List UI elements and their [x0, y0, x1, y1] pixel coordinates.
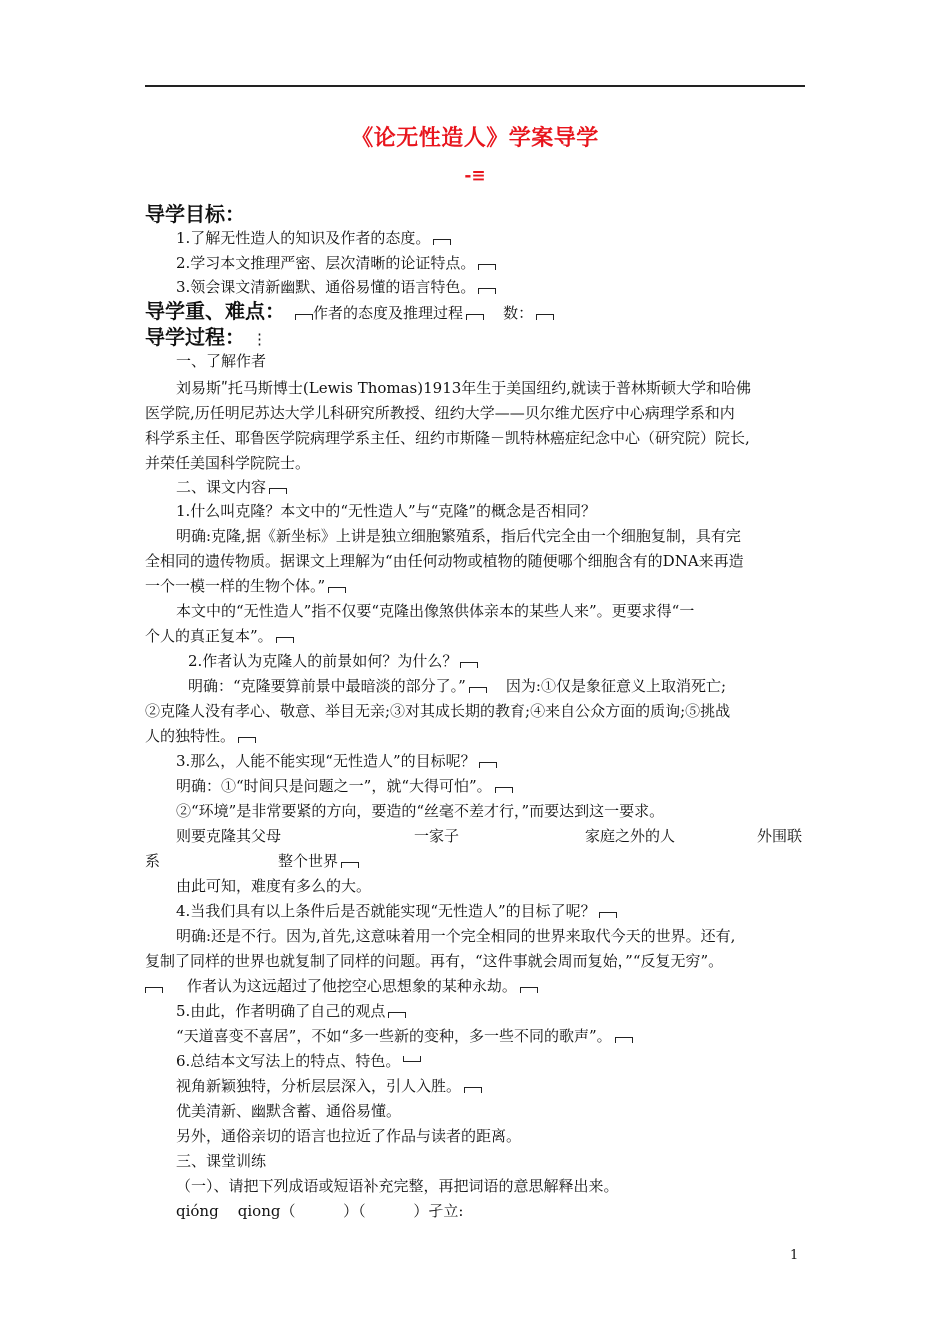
blank-mark-icon — [403, 1056, 421, 1062]
author-line-4: 并荣任美国科学院院士。 — [145, 454, 311, 472]
key-heading: 导学重、难点： — [145, 299, 285, 323]
document-title: 《论无性造人》学案导学 — [351, 126, 599, 151]
blank-mark-icon — [276, 637, 294, 643]
question-3: 3.那么，人能不能实现“无性造人”的目标呢？ — [176, 751, 497, 771]
answer-1b-line-2: 个人的真正复本”。 — [145, 626, 294, 646]
answer-4-line-3: 作者认为这远超过了他挖空心思想象的某种永劫。 — [145, 976, 538, 996]
blank-mark-icon — [479, 762, 497, 768]
key-text: 作者的态度及推理过程 — [312, 304, 463, 322]
blank-mark-icon — [478, 288, 496, 294]
blank-mark-icon — [495, 787, 513, 793]
answer-2-line-3: 人的独特性。 — [145, 726, 256, 746]
goal-1: 1.了解无性造人的知识及作者的态度。 — [176, 228, 451, 248]
key-tail: 数： — [503, 304, 534, 322]
blank-mark-icon — [295, 314, 313, 320]
answer-1b-line-1: 本文中的“无性造人”指不仅要“克隆出像煞供体亲本的某些人来”。更要求得“一 — [176, 602, 695, 620]
answer-6-line-2: 优美清新、幽默含蓄、通俗易懂。 — [176, 1102, 402, 1120]
question-2: 2.作者认为克隆人的前景如何？为什么？ — [188, 651, 478, 671]
document-subtitle: -≡ — [464, 166, 486, 186]
clone-chain-item-4-cont: 系 — [145, 852, 161, 870]
process-heading: 导学过程： — [145, 325, 245, 349]
answer-1-line-2: 全相同的遗传物质。据课文上理解为“由任何动物或植物的随便哪个细胞含有的DNA来再造 — [145, 552, 744, 570]
answer-1-line-1: 明确:克隆,据《新坐标》上讲是独立细胞繁殖系，指后代完全由一个细胞复制，具有完 — [176, 527, 741, 545]
part3-heading: 三、课堂训练 — [176, 1152, 267, 1170]
answer-6-line-3: 另外，通俗亲切的语言也拉近了作品与读者的距离。 — [176, 1127, 522, 1145]
author-line-2: 医学院,历任明尼苏达大学儿科研究所教授、纽约大学——贝尔维尤医疗中心病理学系和内 — [145, 404, 735, 422]
blank-mark-icon — [269, 488, 287, 494]
blank-mark-icon — [466, 314, 484, 320]
blank-mark-icon — [464, 1087, 482, 1093]
answer-1-line-3: 一个一模一样的生物个体。” — [145, 576, 346, 596]
answer-2-line-1: 明确：“克隆要算前景中最暗淡的部分了。” 因为:①仅是象征意义上取消死亡; — [188, 677, 727, 695]
question-6: 6.总结本文写法上的特点、特色。 — [176, 1051, 421, 1071]
question-1: 1.什么叫克隆？本文中的“无性造人”与“克隆”的概念是否相同？ — [176, 502, 596, 520]
clone-chain-item-5: 整个世界 — [278, 851, 359, 871]
answer-3-line-2: ②“环境”是非常要紧的方向，要造的“丝毫不差才行，”而要达到这一要求。 — [176, 802, 665, 820]
key-points-line — [145, 299, 554, 325]
answer-2-line-2: ②克隆人没有孝心、敬意、举目无亲;③对其成长期的教育;④来自公众方面的质询;⑤挑战 — [145, 702, 731, 720]
blank-mark-icon — [341, 862, 359, 868]
answer-6-line-1: 视角新颖独特，分析层层深入，引人入胜。 — [176, 1076, 482, 1096]
blank-mark-icon — [536, 314, 554, 320]
answer-4-line-1: 明确:还是不行。因为,首先,这意味着用一个完全相同的世界来取代今天的世界。还有, — [176, 927, 736, 945]
process-line — [145, 325, 267, 351]
blank-mark-icon — [388, 1012, 406, 1018]
blank-mark-icon — [238, 737, 256, 743]
answer-3-conclusion: 由此可知，难度有多么的大。 — [176, 877, 372, 895]
blank-mark-icon — [145, 987, 163, 993]
blank-mark-icon — [460, 662, 478, 668]
clone-chain-item-3: 家庭之外的人 — [585, 827, 676, 845]
clone-chain-item-2: 一家子 — [414, 827, 460, 845]
process-mark: ⋮ — [251, 330, 267, 348]
question-5: 5.由此，作者明确了自己的观点 — [176, 1001, 406, 1021]
blank-mark-icon — [599, 912, 617, 918]
blank-mark-icon — [520, 987, 538, 993]
blank-mark-icon — [478, 264, 496, 270]
author-line-3: 科学系主任、耶鲁医学院病理学系主任、纽约市斯隆－凯特林癌症纪念中心（研究院）院长, — [145, 429, 750, 447]
exercise-1-instruction: （一）、请把下列成语或短语补充完整，再把词语的意思解释出来。 — [176, 1177, 619, 1195]
author-line-1: 刘易斯ʺ托马斯博士(Lewis Thomas)1913年生于美国纽约,就读于普林斯顿大学和哈佛 — [176, 379, 752, 397]
part2-heading: 二、课文内容 — [176, 477, 287, 497]
goal-3: 3.领会课文清新幽默、通俗易懂的语言特色。 — [176, 277, 496, 297]
answer-4-line-2: 复制了同样的世界也就复制了同样的问题。再有，“这件事就会周而复始，”“反复无穷”。 — [145, 952, 724, 970]
answer-3-line-1: 明确：①“时间只是问题之一”，就“大得可怕”。 — [176, 776, 513, 796]
exercise-1-item: qióng qiong（ ）（ ）孑立: — [176, 1202, 464, 1220]
blank-mark-icon — [433, 239, 451, 245]
clone-chain-item-4: 外围联 — [757, 827, 803, 845]
answer-5: “天道喜变不喜居”，不如“多一些新的变种，多一些不同的歌声”。 — [176, 1026, 633, 1046]
goals-heading: 导学目标： — [145, 202, 245, 226]
goal-2: 2.学习本文推理严密、层次清晰的论证特点。 — [176, 253, 496, 273]
question-4: 4.当我们具有以上条件后是否就能实现“无性造人”的目标了呢？ — [176, 901, 617, 921]
blank-mark-icon — [328, 587, 346, 593]
page-number: 1 — [790, 1248, 799, 1263]
header-rule — [145, 85, 805, 87]
blank-mark-icon — [615, 1037, 633, 1043]
blank-mark-icon — [469, 687, 487, 693]
part1-heading: 一、了解作者 — [176, 352, 267, 370]
clone-chain-item-1: 则要克隆其父母 — [176, 827, 282, 845]
